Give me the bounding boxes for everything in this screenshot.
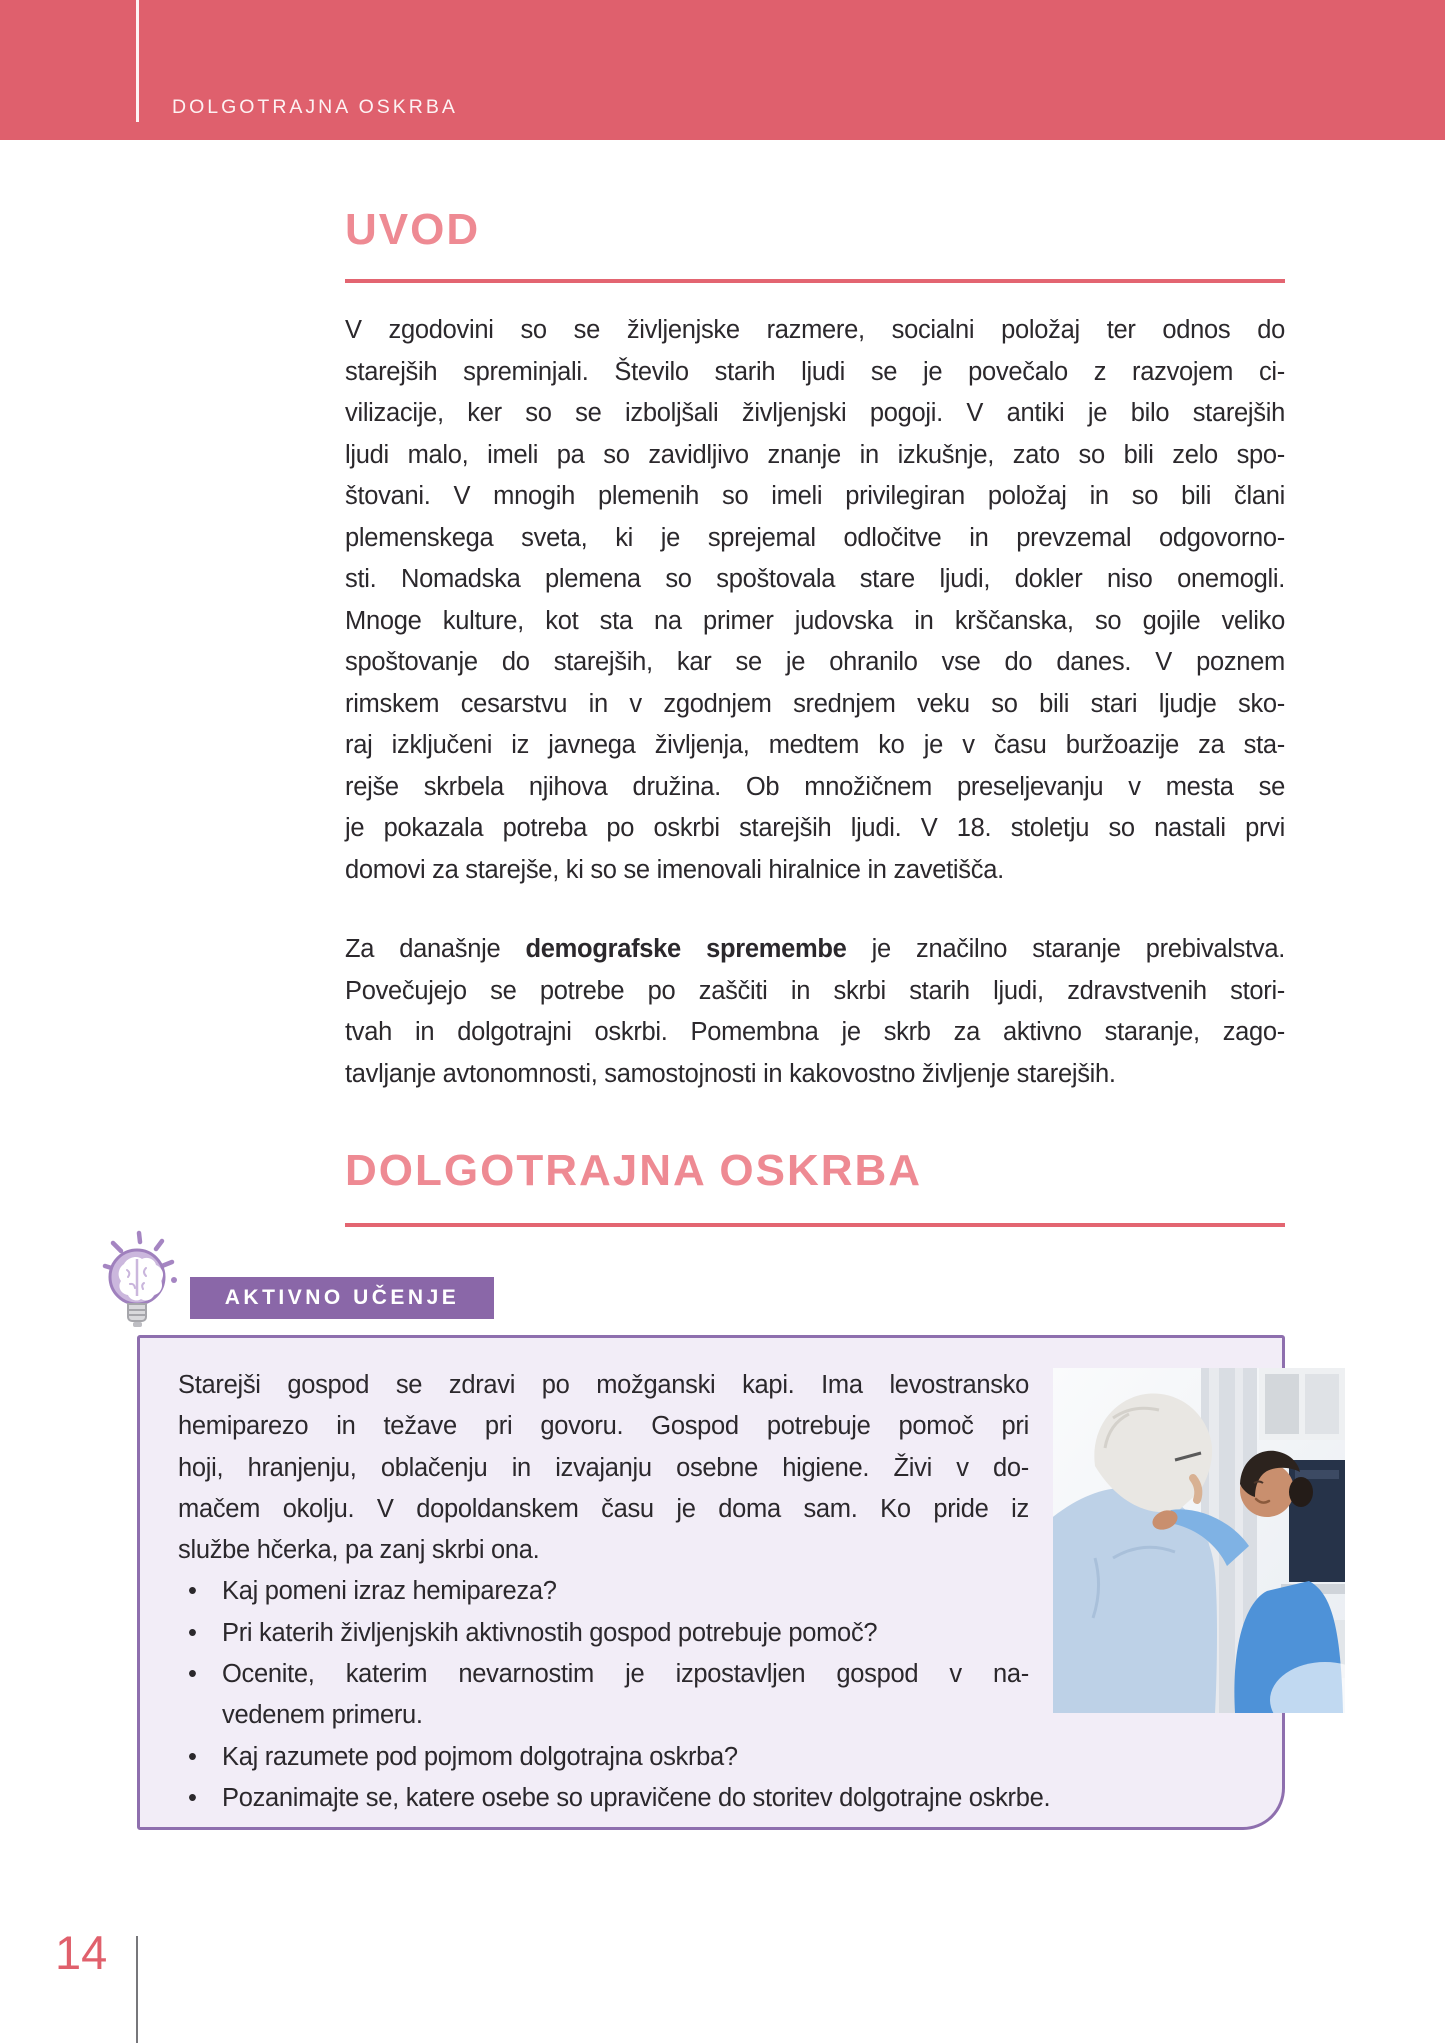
question-line: • Kaj razumete pod pojmom dolgotrajna oskrba? [178, 1737, 1242, 1778]
paragraph-line [345, 929, 1285, 971]
header-divider-line [136, 0, 139, 122]
paragraph-line: ljudi malo, imeli pa so zavidljivo znanje in izkušnje, zato so bili zelo spo- [345, 440, 1285, 469]
case-line: hoji, hranjenju, oblačenju in izvajanju osebne higiene. Živi v do- [178, 1453, 1029, 1482]
question-line: • Ocenite, katerim nevarnostim je izpostavljen gospod v na- [178, 1654, 1242, 1695]
case-line: Starejši gospod se zdravi po možganski kapi. Ima levostransko [178, 1371, 1029, 1399]
paragraph-line: sti. Nomadska plemena so spoštovala stare ljudi, dokler niso onemogli. [345, 565, 1285, 593]
paragraph-text: je značilno staranje prebivalstva. [846, 935, 1285, 963]
active-learning-badge: AKTIVNO UČENJE [190, 1277, 494, 1319]
paragraph-line: V zgodovini so se življenjske razmere, socialni položaj ter odnos do [345, 316, 1285, 344]
chapter-label: DOLGOTRAJNA OSKRBA [172, 96, 458, 118]
paragraph-lines [345, 971, 1285, 1096]
question-line: • Pri katerih življenjskih aktivnostih gospod potrebuje pomoč? [178, 1613, 1242, 1654]
paragraph-line: raj izključeni iz javnega življenja, medtem ko je v času buržoazije za sta- [345, 731, 1285, 759]
paragraph-line: plemenskega sveta, ki je sprejemal odločitve in prevzemal odgovorno- [345, 523, 1285, 552]
paragraph-line: Povečujejo se potrebe po zaščiti in skrbi starih ljudi, zdravstvenih stori- [345, 976, 1285, 1005]
lightbulb-brain-icon [96, 1230, 180, 1332]
question-line: vedenem primeru. [222, 1701, 423, 1730]
paragraph-line: Mnoge kulture, kot sta na primer judovska in krščanska, so gojile veliko [345, 606, 1285, 635]
case-line: mačem okolju. V dopoldanskem času je doma sam. Ko pride iz [178, 1494, 1029, 1523]
intro-paragraph-2 [345, 929, 1285, 1095]
header-band [0, 0, 1445, 140]
paragraph-line: tavljanje avtonomnosti, samostojnosti in kakovostno življenje starejših. [345, 1059, 1116, 1088]
question-line: • Pozanimajte se, katere osebe so upravičene do storitev dolgotrajne oskrbe. [178, 1778, 1242, 1819]
paragraph-line: je pokazala potreba po oskrbi starejših ljudi. V 18. stoletju so nastali prvi [345, 814, 1285, 842]
page-number: 14 [55, 1926, 108, 1979]
case-line: hemiparezo in težave pri govoru. Gospod potrebuje pomoč pri [178, 1412, 1029, 1441]
paragraph-line: vilizacije, ker so se izboljšali življenjski pogoji. V antiki je bilo starejših [345, 399, 1285, 427]
active-learning-box [137, 1335, 1285, 1830]
section-rule [345, 279, 1285, 283]
paragraph-line: spoštovanje do starejših, kar se je ohranilo vse do danes. V poznem [345, 648, 1285, 676]
paragraph-line: starejših spreminjali. Število starih ljudi se je povečalo z razvojem ci- [345, 357, 1285, 386]
section-title-dolgotrajna-oskrba: DOLGOTRAJNA OSKRBA [345, 1146, 923, 1195]
footer-divider-line [136, 1936, 138, 2043]
paragraph-line: tvah in dolgotrajni oskrbi. Pomembna je skrb za aktivno staranje, zago- [345, 1018, 1285, 1046]
intro-paragraph-1 [345, 310, 1285, 891]
case-line: službe hčerka, pa zanj skrbi ona. [178, 1536, 540, 1565]
paragraph-text: Za današnje [345, 935, 526, 963]
bold-term: demografske spremembe [525, 935, 847, 963]
section-title-uvod: UVOD [345, 205, 481, 254]
paragraph-line: rimskem cesarstvu in v zgodnjem srednjem veku so bili stari ljudje sko- [345, 689, 1285, 718]
section-rule [345, 1223, 1285, 1227]
paragraph-line: štovani. V mnogih plemenih so imeli privilegiran položaj in so bili člani [345, 482, 1285, 510]
question-line: • Kaj pomeni izraz hemipareza? [178, 1571, 1242, 1612]
paragraph-line: rejše skrbela njihova družina. Ob množičnem preseljevanju v mesta se [345, 772, 1285, 801]
paragraph-line: domovi za starejše, ki so se imenovali hiralnice in zavetišča. [345, 855, 1004, 884]
